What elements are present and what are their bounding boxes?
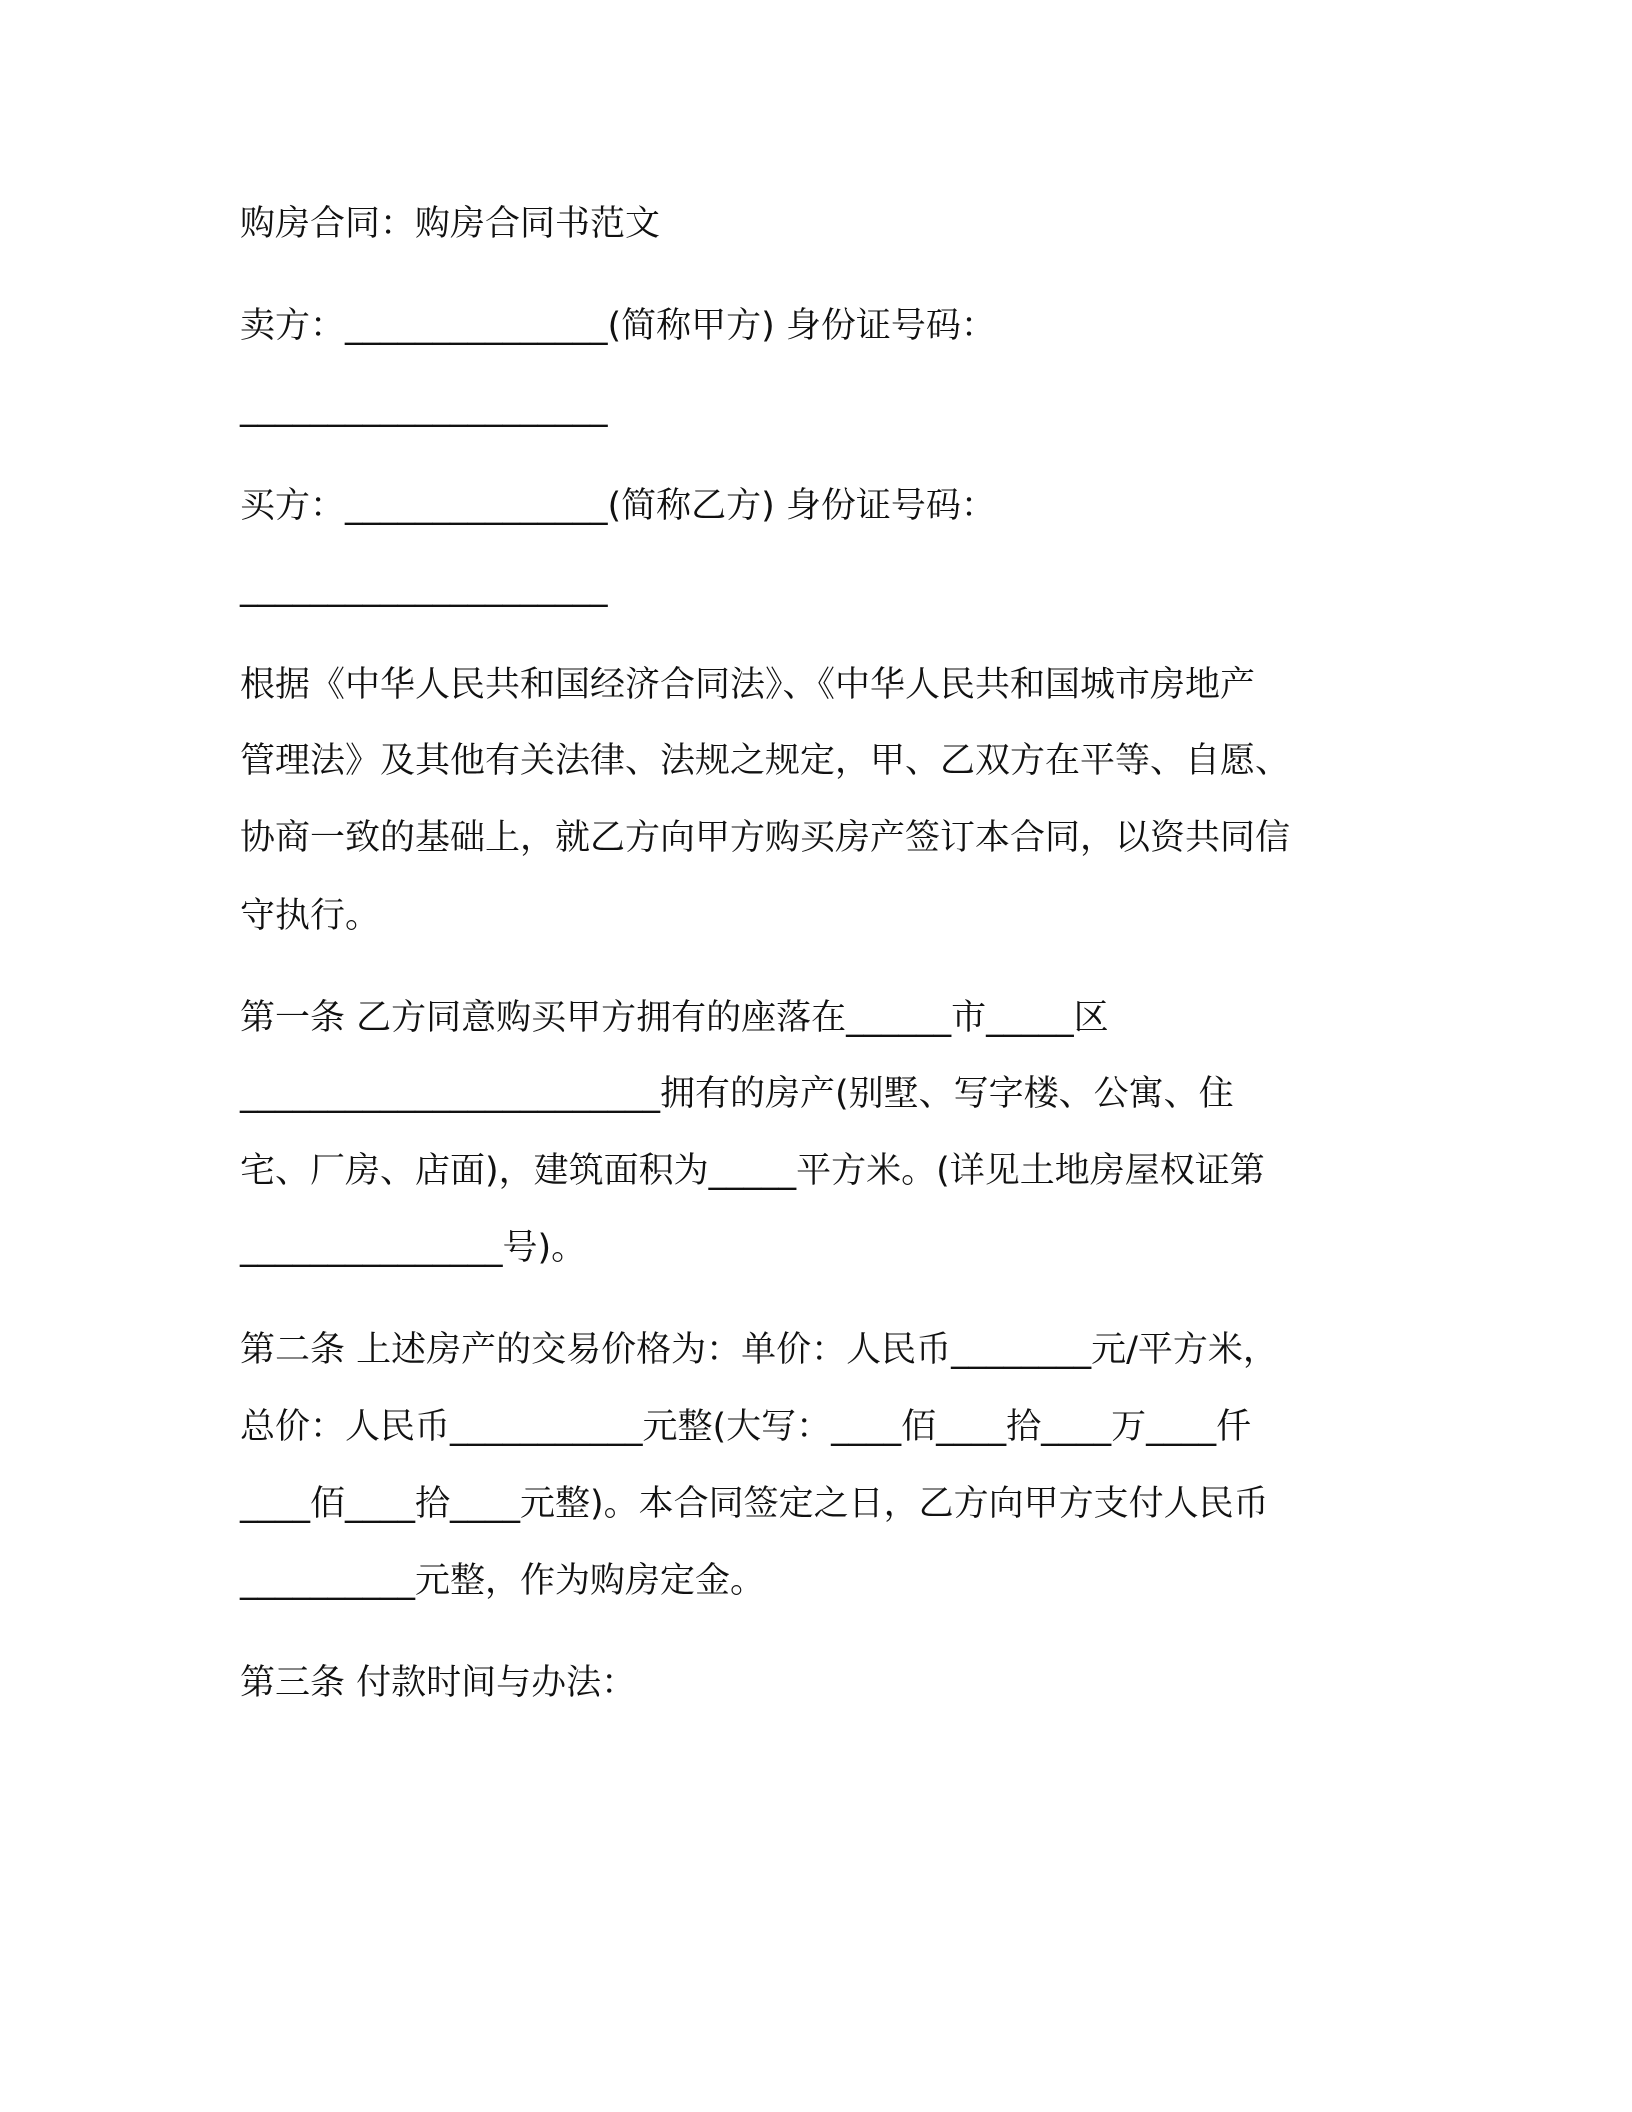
document-title: 购房合同：购房合同书范文 — [240, 204, 661, 244]
article-1-line-1: 第一条 乙方同意购买甲方拥有的座落在______市_____区 — [240, 998, 1109, 1038]
preamble-line-3: 协商一致的基础上，就乙方向甲方购买房产签订本合同，以资共同信 — [240, 818, 1291, 858]
seller-id-blank: _____________________ — [240, 388, 608, 428]
article-3-heading: 第三条 付款时间与办法： — [240, 1663, 637, 1703]
preamble-line-2: 管理法》及其他有关法律、法规之规定，甲、乙双方在平等、自愿、 — [240, 741, 1291, 781]
article-1-line-4: _______________号)。 — [240, 1228, 587, 1268]
seller-line: 卖方：_______________(简称甲方) 身份证号码： — [240, 306, 996, 346]
buyer-id-blank: _____________________ — [240, 568, 608, 608]
article-1-line-3: 宅、厂房、店面)，建筑面积为_____平方米。(详见土地房屋权证第 — [240, 1151, 1265, 1191]
article-2-line-3: ____佰____拾____元整)。本合同签定之日，乙方向甲方支付人民币 — [240, 1484, 1269, 1524]
article-1-line-2: ________________________拥有的房产(别墅、写字楼、公寓、住 — [240, 1074, 1234, 1114]
preamble-line-1: 根据《中华人民共和国经济合同法》、《中华人民共和国城市房地产 — [240, 665, 1256, 705]
article-2-line-1: 第二条 上述房产的交易价格为：单价：人民币________元/平方米， — [240, 1330, 1278, 1370]
buyer-line: 买方：_______________(简称乙方) 身份证号码： — [240, 486, 996, 526]
article-2-line-2: 总价：人民币___________元整(大写：____佰____拾____万____仟 — [240, 1407, 1252, 1447]
article-2-line-4: __________元整，作为购房定金。 — [240, 1561, 766, 1601]
preamble-line-4: 守执行。 — [240, 896, 381, 936]
